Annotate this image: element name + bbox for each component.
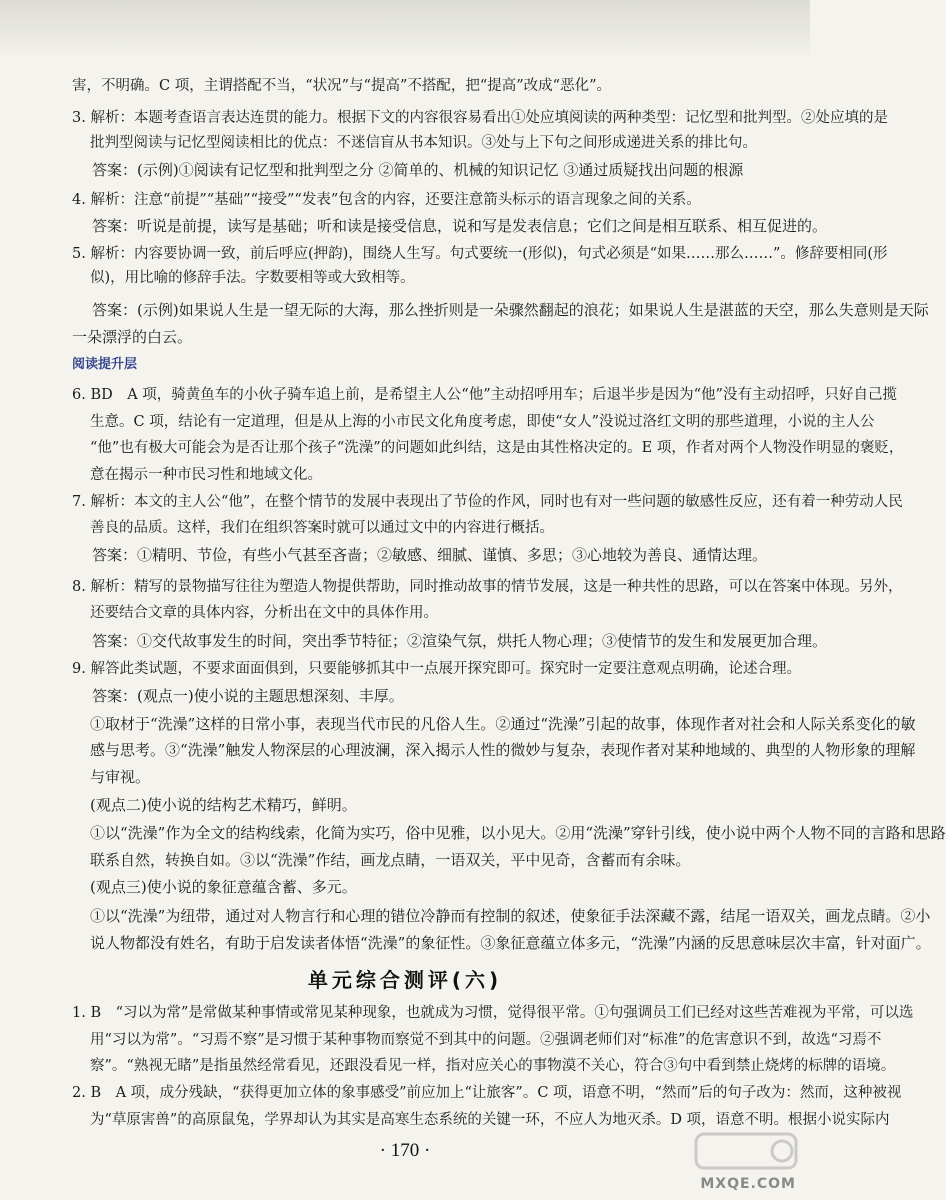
- text-line: 1. B “习以为常”是常做某种事情或常见某种现象，也就成为习惯，觉得很平常。①句强调员工们已经对这些苦难视为平常，可以选: [72, 1005, 914, 1021]
- page-number: · 170 ·: [379, 1140, 431, 1161]
- answer-line: 答案：①精明、节俭，有些小气甚至吝啬；②敏感、细腻、谨慎、多思；③心地较为善良、通情达理。: [92, 546, 768, 564]
- text-line: “他”也有极大可能会为是否让那个孩子“洗澡”的问题如此纠结，这是由其性格决定的。E 项，作者对两个人物没作明显的褒贬，: [90, 440, 904, 456]
- watermark-text: MXQE.COM: [700, 1176, 796, 1192]
- answer-line: 答案：①交代故事发生的时间，突出季节特征；②渲染气氛，烘托人物心理；③使情节的发生和发展更加合理。: [92, 632, 828, 650]
- answer-line: ①取材于“洗澡”这样的日常小事，表现当代市民的凡俗人生。②通过“洗澡”引起的故事，体现作者对社会和人际关系变化的敏: [90, 715, 916, 733]
- text-line: 4. 解析：注意“前提”“基础”“接受”“发表”包含的内容，还要注意箭头标示的语言现象之间的关系。: [72, 192, 701, 208]
- answer-line: (观点二)使小说的结构艺术精巧，鲜明。: [90, 796, 357, 814]
- text-line: 批判型阅读与记忆型阅读相比的优点：不迷信盲从书本知识。③处与上下句之间形成递进关系的排比句。: [90, 135, 757, 151]
- text-line: 为“草原害兽”的高原鼠兔，学界却认为其实是高寒生态系统的关键一环，不应人为地灭杀。D 项，语意不明。根据小说实际内: [90, 1112, 890, 1128]
- text-line: 2. B A 项，成分残缺，“获得更加立体的象事感受”前应加上“让旅客”。C 项，语意不明，“然而”后的句子改为：然而，这种被视: [72, 1085, 902, 1101]
- text-line: 8. 解析：精写的景物描写往往为塑造人物提供帮助，同时推动故事的情节发展，这是一种共性的思路，可以在答案中体现。另外，: [72, 579, 903, 595]
- text-line: 9. 解答此类试题，不要求面面俱到，只要能够抓其中一点展开探究即可。探究时一定要注意观点明确，论述合理。: [72, 661, 801, 677]
- answer-line: 说人物都没有姓名，有助于启发读者体悟“洗澡”的象征性。③象征意蕴立体多元，“洗澡”内涵的反思意味层次丰富，针对面广。: [90, 934, 931, 952]
- answer-line: 与审视。: [90, 768, 151, 786]
- text-line: 3. 解析：本题考查语言表达连贯的能力。根据下文的内容很容易看出①处应填阅读的两种类型：记忆型和批判型。②处应填的是: [72, 110, 888, 126]
- answer-line: 一朵漂浮的白云。: [72, 328, 193, 346]
- text-line: 生意。C 项，结论有一定道理，但是从上海的小市民文化角度考虑，即使“女人”没说过洛红文明的那些道理，小说的主人公: [90, 414, 875, 430]
- unit-title: 单元综合测评(六): [307, 968, 503, 992]
- answer-line: 感与思考。③“洗澡”触发人物深层的心理波澜，深入揭示人性的微妙与复杂，表现作者对某种地域的、典型的人物形象的理解: [90, 741, 916, 759]
- text-line: 用“习以为常”。“习焉不察”是习惯于某种事物而察觉不到其中的问题。②强调老师们对“标准”的危害意识不到，故选“习焉不: [90, 1032, 882, 1048]
- answer-line: 答案：(示例)①阅读有记忆型和批判型之分 ②简单的、机械的知识记忆 ③通过质疑找出问题的根源: [92, 161, 744, 179]
- section-heading: 阅读提升层: [72, 357, 138, 372]
- answer-line: 联系自然，转换自如。③以“洗澡”作结，画龙点睛，一语双关，平中见奇，含蓄而有余味。: [90, 851, 691, 869]
- answer-line: 答案：(观点一)使小说的主题思想深刻、丰厚。: [92, 687, 404, 705]
- text-line: 6. BD A 项，骑黄鱼车的小伙子骑车追上前，是希望主人公“他”主动招呼用车；后退半步是因为“他”没有主动招呼，只好自己揽: [72, 387, 897, 403]
- answer-line: (观点三)使小说的象征意蕴含蓄、多元。: [90, 878, 357, 896]
- scan-shadow: [0, 0, 810, 60]
- text-line: 5. 解析：内容要协调一致，前后呼应(押韵)，围绕人生写。句式要统一(形似)，句式必须是“如果……那么……”。修辞要相同(形: [72, 246, 888, 262]
- text-line: 善良的品质。这样，我们在组织答案时就可以通过文中的内容进行概括。: [90, 520, 554, 536]
- answer-line: 答案：(示例)如果说人生是一望无际的大海，那么挫折则是一朵骤然翻起的浪花；如果说人生是湛蓝的天空，那么失意则是天际: [92, 301, 929, 319]
- text-line: 7. 解析：本文的主人公“他”，在整个情节的发展中表现出了节俭的作风，同时也有对一些问题的敏感性反应，还有着一种劳动人民: [72, 494, 903, 510]
- answer-line: ①以“洗澡”作为全文的结构线索，化简为实巧，俗中见雅，以小见大。②用“洗澡”穿针引线，使小说中两个人物不同的言路和思路: [90, 824, 946, 842]
- answer-line: ①以“洗澡”为纽带，通过对人物言行和心理的错位冷静而有控制的叙述，使象征手法深藏不露，结尾一语双关，画龙点睛。②小: [90, 907, 931, 925]
- text-line: 意在揭示一种市民习性和地域文化。: [90, 467, 322, 483]
- answer-line: 答案：听说是前提，读写是基础；听和读是接受信息，说和写是发表信息；它们之间是相互联系、相互促进的。: [92, 217, 828, 235]
- text-line: 还要结合文章的具体内容，分析出在文中的具体作用。: [90, 605, 438, 621]
- text-line: 害，不明确。C 项，主谓搭配不当，“状况”与“提高”不搭配，把“提高”改成“恶化”。: [72, 78, 612, 94]
- text-line: 察”。“熟视无睹”是指虽然经常看见，还跟没看见一样，指对应关心的事物漠不关心，符合③句中看到禁止烧烤的标牌的语境。: [90, 1058, 896, 1074]
- text-line: 似)，用比喻的修辞手法。字数要相等或大致相等。: [90, 270, 415, 286]
